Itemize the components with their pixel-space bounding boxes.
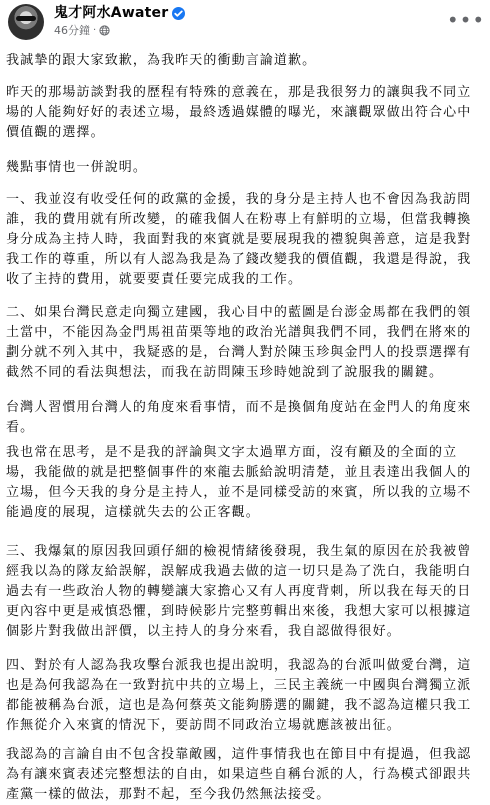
post-paragraph: 幾點事情也一併說明。 (6, 160, 148, 175)
verified-badge-icon (172, 7, 185, 20)
meta-separator: · (93, 25, 97, 36)
post-paragraph: 三、我爆氣的原因我回頭仔細的檢視情緒後發現，我生氣的原因在於我被曾經我以為的隊友給誤解，誤解成我過去做的這一切只是為了洗白，我能明白過去有一些政治人物的轉變讓大家擔心又有人再度背刺，所以我在每天的日更內容中更是戒慎恐懼，到時候影片完整剪輯出來後，我想大家可以根據這個影片對我做出評價，以主持人的身分來看，我自認做得很好。 (6, 544, 472, 639)
author-name[interactable]: 鬼才阿水Awater (54, 5, 169, 21)
post-paragraph: 四、對於有人認為我攻擊台派我也提出說明，我認為的台派叫做愛台灣，這也是為何我認為在一致對抗中共的立場上，三民主義統一中國與台灣獨立派都能被稱為台派，這也是為何蔡英文能夠勝選的關鍵，我不認為這權只我工作無從介入來賓的情況下，要訪問不同政治立場就應該被出征。 (6, 658, 472, 733)
post-paragraph: 我誠摯的跟大家致歉，為我昨天的衝動言論道歉。 (6, 53, 317, 68)
post-paragraph: 一、我並沒有收受任何的政黨的金援，我的身分是主持人也不會因為我訪問誰，我的費用就有所改變，的確我個人在粉專上有鮮明的立場，但當我轉換身分成為主持人時，我面對我的來賓就是要展現我的禮貌與善意，這是我對我工作的尊重，所以有人認為我是為了錢改變我的價值觀，我還是得說，我收了主持的費用，就要要責任要完成我的工作。 (6, 192, 472, 287)
post-meta (54, 23, 110, 38)
globe-icon (99, 25, 110, 36)
post-paragraph: 我也常在思考，是不是我的評論與文字太過單方面，沒有顧及的全面的立場，我能做的就是把整個事件的來龍去脈給說明清楚，並且表達出我個人的立場，但今天我的身分是主持人，並不是同樣受訪的來賓，所以我的立場不能過度的展現，這樣就失去的公正客觀。 (6, 445, 472, 520)
more-options-button[interactable] (446, 8, 486, 32)
post-paragraph: 二、如果台灣民意走向獨立建國，我心目中的藍圖是台澎金馬都在我們的領土當中，不能因為金門馬祖苗栗等地的政治光譜與我們不同，我們在將來的劃分就不列入其中，我疑惑的是，台灣人對於陳玉珍與金門人的投票選擇有截然不同的看法與想法，而我在訪問陳玉珍時她說到了說服我的關鍵。 (6, 305, 472, 380)
post-body (0, 47, 490, 802)
post-time[interactable]: 46分鐘 (54, 24, 90, 37)
avatar[interactable] (8, 4, 44, 40)
post-paragraph: 台灣人習慣用台灣人的角度來看事情，而不是換個角度站在金門人的角度來看。 (6, 400, 472, 435)
more-options-icon: ••• (446, 8, 486, 32)
post-header (0, 0, 490, 44)
author-row (54, 4, 185, 22)
post-paragraph: 我認為的言論自由不包含投靠敵國，這件事情我也在節目中有提過，但我認為有讓來賓表述完整想法的自由，如果這些自稱台派的人，行為模式卻跟共產黨一樣的做法，那對不起，至今我仍然無法接受。 (6, 747, 472, 802)
post-paragraph: 昨天的那場訪談對我的歷程有特殊的意義在，那是我很努力的讓與我不同立場的人能夠好好的表述立場，最終透過媒體的曝光，來讓觀眾做出符合心中價值觀的選擇。 (6, 85, 472, 140)
